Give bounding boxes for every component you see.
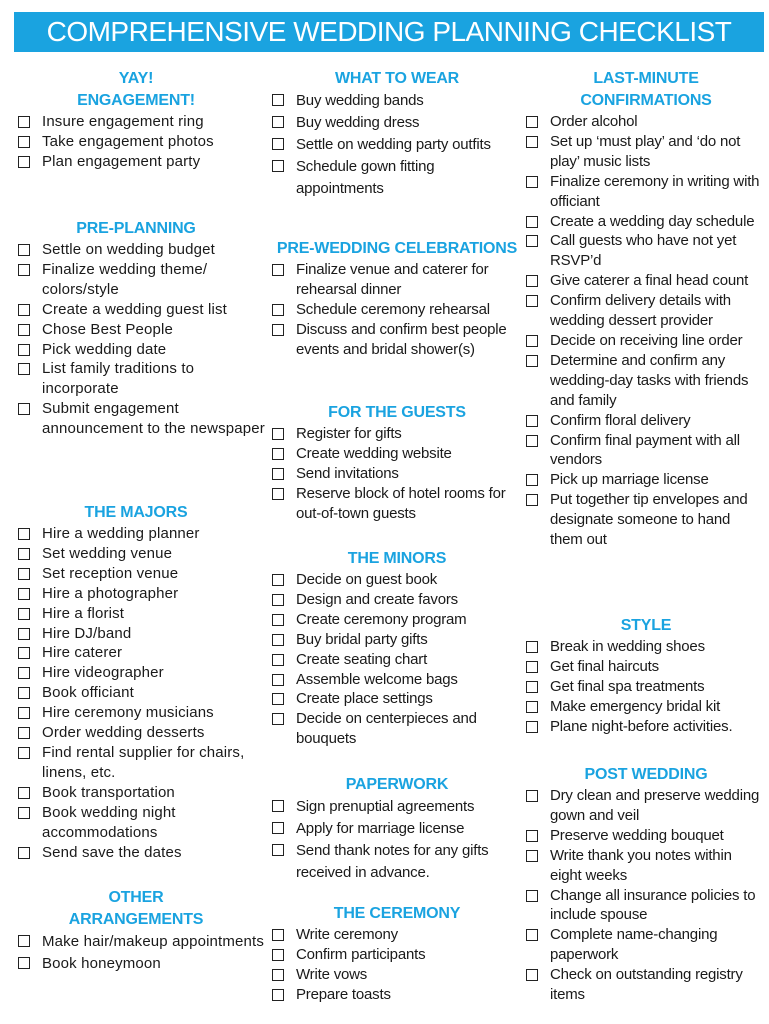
checkbox[interactable] <box>272 94 284 106</box>
checkbox[interactable] <box>526 830 538 842</box>
checkbox[interactable] <box>18 957 30 969</box>
section-title-line2: ENGAGEMENT! <box>77 92 195 109</box>
checkbox[interactable] <box>272 428 284 440</box>
checkbox[interactable] <box>526 176 538 188</box>
checklist-item-label: Hire a florist <box>42 604 125 622</box>
checkbox[interactable] <box>272 654 284 666</box>
checkbox[interactable] <box>18 324 30 336</box>
checkbox[interactable] <box>526 216 538 228</box>
section-title: THE CEREMONY <box>333 905 461 922</box>
checkbox[interactable] <box>272 693 284 705</box>
checkbox[interactable] <box>526 661 538 673</box>
checkbox[interactable] <box>272 674 284 686</box>
checklist-item-label: Send save the dates <box>42 843 182 861</box>
checkbox[interactable] <box>18 608 30 620</box>
checklist-item-label: Send invitations <box>296 464 399 482</box>
checklist-item[interactable] <box>526 331 766 351</box>
checklist-item-label: Decide on centerpieces and bouquets <box>296 710 477 748</box>
checklist-item-label: Reserve block of hotel rooms for out-of-town guests <box>296 484 506 522</box>
checklist-item[interactable] <box>18 624 266 644</box>
checkbox[interactable] <box>272 989 284 1001</box>
checklist-item-label: Settle on wedding party outfits <box>296 136 491 153</box>
checklist-items <box>526 637 766 737</box>
checklist-item[interactable] <box>526 112 766 132</box>
checkbox[interactable] <box>18 264 30 276</box>
checklist-item-label: Order wedding desserts <box>42 724 205 742</box>
checkbox[interactable] <box>272 264 284 276</box>
checklist-items <box>526 112 766 550</box>
checklist-item-label: Create place settings <box>296 690 433 708</box>
checklist-item[interactable] <box>18 300 266 320</box>
checklist-item[interactable] <box>272 464 522 484</box>
checklist-item[interactable] <box>18 524 266 544</box>
checklist-item-label: Register for gifts <box>296 425 402 442</box>
section-title: THE MINORS <box>347 550 447 567</box>
checkbox[interactable] <box>272 574 284 586</box>
checklist-item-label: Write vows <box>296 965 368 983</box>
checklist-item[interactable] <box>272 320 522 360</box>
checkbox[interactable] <box>272 822 284 834</box>
section-title-line2: ARRANGEMENTS <box>68 911 204 928</box>
checklist-item-label: Design and create favors <box>296 590 458 608</box>
checklist-item[interactable] <box>526 431 766 471</box>
checklist-item[interactable] <box>18 240 266 260</box>
checkbox[interactable] <box>526 355 538 367</box>
checklist-items <box>18 240 266 439</box>
section-title-line2: CONFIRMATIONS <box>580 92 712 109</box>
checkbox[interactable] <box>526 494 538 506</box>
checklist-item[interactable] <box>272 156 522 200</box>
checklist-item[interactable] <box>18 340 266 360</box>
checklist-item-label: Sign prenuptial agreements <box>296 798 475 815</box>
checklist-item[interactable] <box>526 846 766 886</box>
checklist-item[interactable] <box>272 840 522 884</box>
checklist-item-label: Hire a photographer <box>42 584 179 602</box>
checklist-item[interactable] <box>272 709 522 749</box>
section-title: THE MAJORS <box>84 504 188 521</box>
checklist-item[interactable] <box>18 564 266 584</box>
section-title: POST WEDDING <box>584 766 708 783</box>
checkbox[interactable] <box>526 850 538 862</box>
checklist-item-label: Discuss and confirm best people events and bridal shower(s) <box>296 320 507 358</box>
checklist-items <box>272 796 522 884</box>
checklist-item[interactable] <box>18 803 266 843</box>
checklist-item-label: Prepare toasts <box>296 985 391 1003</box>
checkbox[interactable] <box>18 136 30 148</box>
checklist-item-label: List family traditions to incorporate <box>42 360 195 398</box>
checklist-items <box>272 925 522 1005</box>
checklist-item-label: Schedule gown fitting appointments <box>296 158 435 197</box>
checkbox[interactable] <box>272 713 284 725</box>
checklist-item[interactable] <box>272 112 522 134</box>
checklist-item[interactable] <box>18 663 266 683</box>
checklist-item-label: Put together tip envelopes and designate someone to hand them out <box>550 491 748 549</box>
checklist-item-label: Hire videographer <box>42 664 164 682</box>
checkbox[interactable] <box>18 687 30 699</box>
checkbox[interactable] <box>18 628 30 640</box>
checklist-item-label: Send thank notes for any gifts received in advance. <box>296 842 489 881</box>
checkbox[interactable] <box>272 116 284 128</box>
checkbox[interactable] <box>18 935 30 947</box>
checkbox[interactable] <box>526 415 538 427</box>
checklist-item[interactable] <box>272 689 522 709</box>
checklist-item-label: Complete name-changing paperwork <box>550 926 718 964</box>
checkbox[interactable] <box>18 528 30 540</box>
checklist-item[interactable] <box>272 670 522 690</box>
checklist-item-label: Break in wedding shoes <box>550 638 705 655</box>
checklist-item[interactable] <box>18 132 266 152</box>
checklist-items <box>18 112 266 172</box>
page-title: COMPREHENSIVE WEDDING PLANNING CHECKLIST <box>14 12 764 52</box>
checklist-item[interactable] <box>18 953 266 975</box>
section-title-line1: OTHER <box>108 889 164 906</box>
checkbox[interactable] <box>272 929 284 941</box>
checklist-item[interactable] <box>18 931 266 953</box>
checklist-item[interactable] <box>272 424 522 444</box>
checkbox[interactable] <box>526 235 538 247</box>
checklist-item-label: Finalize ceremony in writing with officiant <box>550 172 760 210</box>
checkbox[interactable] <box>18 244 30 256</box>
checkbox[interactable] <box>18 156 30 168</box>
checklist-item[interactable] <box>18 584 266 604</box>
checkbox[interactable] <box>526 474 538 486</box>
checklist-item[interactable] <box>526 231 766 271</box>
checkbox[interactable] <box>526 275 538 287</box>
checkbox[interactable] <box>18 707 30 719</box>
checklist-item[interactable] <box>272 570 522 590</box>
checkbox[interactable] <box>526 136 538 148</box>
checklist-item[interactable] <box>18 399 266 439</box>
checklist-item[interactable] <box>18 723 266 743</box>
checkbox[interactable] <box>526 790 538 802</box>
checkbox[interactable] <box>18 647 30 659</box>
checkbox[interactable] <box>526 701 538 713</box>
section-style <box>526 615 766 737</box>
checklist-item-label: Book honeymoon <box>42 955 161 972</box>
checklist-item[interactable] <box>272 444 522 464</box>
checklist-item-label: Set up ‘must play’ and ‘do not play’ music lists <box>550 132 741 170</box>
checklist-item-label: Find rental supplier for chairs, linens, etc. <box>42 743 245 781</box>
checklist-item[interactable] <box>526 271 766 291</box>
checkbox[interactable] <box>272 448 284 460</box>
checkbox[interactable] <box>18 363 30 375</box>
checklist-item[interactable] <box>526 411 766 431</box>
checklist-item[interactable] <box>526 826 766 846</box>
checkbox[interactable] <box>526 335 538 347</box>
checkbox[interactable] <box>526 116 538 128</box>
checklist-item-label: Get final spa treatments <box>550 677 705 695</box>
checklist-item-label: Plan engagement party <box>42 152 201 170</box>
checklist-item-label: Submit engagement announcement to the newspaper <box>42 400 265 438</box>
checkbox[interactable] <box>272 594 284 606</box>
checkbox[interactable] <box>526 681 538 693</box>
checklist-item[interactable] <box>526 212 766 232</box>
checkbox[interactable] <box>272 138 284 150</box>
checklist-item-label: Hire caterer <box>42 644 123 662</box>
checklist-item-label: Pick up marriage license <box>550 471 709 489</box>
checklist-item-label: Plane night-before activities. <box>550 717 733 735</box>
checkbox[interactable] <box>18 847 30 859</box>
checklist-items <box>272 570 522 749</box>
checkbox[interactable] <box>18 568 30 580</box>
checklist-item-label: Buy wedding bands <box>296 92 424 109</box>
checklist-item-label: Schedule ceremony rehearsal <box>296 300 490 318</box>
checklist-item[interactable] <box>18 643 266 663</box>
checklist-item[interactable] <box>526 965 766 1005</box>
checkbox[interactable] <box>18 667 30 679</box>
checkbox[interactable] <box>18 403 30 415</box>
checklist-item[interactable] <box>18 743 266 783</box>
checklist-items <box>272 424 522 524</box>
checkbox[interactable] <box>18 588 30 600</box>
checkbox[interactable] <box>18 548 30 560</box>
checklist-item-label: Finalize venue and caterer for rehearsal dinner <box>296 261 489 298</box>
checklist-item-label: Insure engagement ring <box>42 113 204 130</box>
checklist-item-label: Create ceremony program <box>296 610 467 628</box>
checklist-item-label: Book wedding night accommodations <box>42 803 176 841</box>
checklist-item-label: Buy bridal party gifts <box>296 630 428 648</box>
checklist-item[interactable] <box>272 300 522 320</box>
checklist-item-label: Write thank you notes within eight weeks <box>550 846 732 884</box>
section-the-ceremony <box>272 903 522 1005</box>
checklist-item[interactable] <box>18 843 266 863</box>
section-engagement <box>18 68 266 172</box>
checklist-item-label: Dry clean and preserve wedding gown and veil <box>550 787 760 824</box>
checklist-item-label: Chose Best People <box>42 320 173 338</box>
checkbox[interactable] <box>18 727 30 739</box>
checklist-item-label: Create a wedding day schedule <box>550 212 755 230</box>
section-title: FOR THE GUESTS <box>328 404 466 421</box>
checklist-item[interactable] <box>526 470 766 490</box>
checklist-item-label: Apply for marriage license <box>296 820 465 837</box>
checklist-item-label: Hire ceremony musicians <box>42 704 214 722</box>
checklist-item-label: Create a wedding guest list <box>42 300 227 318</box>
checklist-item[interactable] <box>526 677 766 697</box>
checklist-item[interactable] <box>526 132 766 172</box>
checklist-item[interactable] <box>526 657 766 677</box>
checklist-item[interactable] <box>272 985 522 1005</box>
checklist-item-label: Book officiant <box>42 684 134 702</box>
checkbox[interactable] <box>272 304 284 316</box>
checklist-item-label: Change all insurance policies to include spouse <box>550 886 756 924</box>
checkbox[interactable] <box>18 807 30 819</box>
checklist-items <box>272 260 522 360</box>
checklist-item[interactable] <box>18 359 266 399</box>
checkbox[interactable] <box>526 969 538 981</box>
checklist-item-label: Give caterer a final head count <box>550 272 749 290</box>
checklist-item-label: Confirm participants <box>296 945 426 963</box>
checklist-item[interactable] <box>272 630 522 650</box>
checkbox[interactable] <box>272 614 284 626</box>
checklist-item-label: Make emergency bridal kit <box>550 697 721 715</box>
checklist-item-label: Take engagement photos <box>42 132 214 150</box>
checklist-item-label: Order alcohol <box>550 113 638 130</box>
checkbox[interactable] <box>18 747 30 759</box>
checklist-item[interactable] <box>272 610 522 630</box>
checklist-items <box>272 90 522 200</box>
checklist-item[interactable] <box>18 544 266 564</box>
checklist-item[interactable] <box>272 796 522 818</box>
checkbox[interactable] <box>18 787 30 799</box>
section-post-wedding <box>526 764 766 1005</box>
checkbox[interactable] <box>18 304 30 316</box>
checkbox[interactable] <box>272 634 284 646</box>
checklist-item[interactable] <box>526 351 766 411</box>
checkbox[interactable] <box>272 969 284 981</box>
checklist-item-label: Finalize wedding theme/ colors/style <box>42 260 208 298</box>
checklist-item[interactable] <box>526 291 766 331</box>
checklist-item-label: Create wedding website <box>296 444 452 462</box>
checklist-item-label: Set wedding venue <box>42 544 173 562</box>
checklist-item[interactable] <box>18 152 266 172</box>
checkbox[interactable] <box>526 435 538 447</box>
section-title: PAPERWORK <box>345 776 449 793</box>
checklist-item[interactable] <box>18 604 266 624</box>
checklist-item[interactable] <box>272 590 522 610</box>
checklist-item[interactable] <box>18 703 266 723</box>
checklist-item-label: Hire DJ/band <box>42 624 132 642</box>
checklist-item-label: Preserve wedding bouquet <box>550 826 724 844</box>
checklist-item[interactable] <box>526 925 766 965</box>
checklist-item[interactable] <box>526 172 766 212</box>
checklist-item[interactable] <box>18 112 266 132</box>
checklist-item[interactable] <box>526 697 766 717</box>
checklist-item[interactable] <box>18 260 266 300</box>
checklist-item[interactable] <box>272 134 522 156</box>
checkbox[interactable] <box>272 949 284 961</box>
checkbox[interactable] <box>526 890 538 902</box>
checkbox[interactable] <box>18 116 30 128</box>
checklist-item[interactable] <box>526 786 766 826</box>
section-pre-wedding-celebrations <box>272 238 522 360</box>
checklist-item[interactable] <box>272 90 522 112</box>
checkbox[interactable] <box>18 344 30 356</box>
checklist-items <box>18 931 266 975</box>
checklist-item-label: Get final haircuts <box>550 657 659 675</box>
checklist-item-label: Confirm floral delivery <box>550 411 691 429</box>
checkbox[interactable] <box>526 295 538 307</box>
section-title: STYLE <box>620 617 672 634</box>
checklist-item-label: Determine and confirm any wedding-day tasks with friends and family <box>550 351 749 409</box>
section-title: WHAT TO WEAR <box>334 70 460 87</box>
section-paperwork <box>272 774 522 884</box>
checklist-item-label: Confirm delivery details with wedding dessert provider <box>550 292 731 330</box>
section-what-to-wear <box>272 68 522 200</box>
section-title-line1: YAY! <box>118 70 154 87</box>
checkbox[interactable] <box>526 929 538 941</box>
checklist-item-label: Write ceremony <box>296 926 398 943</box>
checklist-item[interactable] <box>18 783 266 803</box>
checklist-item[interactable] <box>526 637 766 657</box>
section-title-line1: LAST-MINUTE <box>593 70 699 87</box>
checklist-item[interactable] <box>272 945 522 965</box>
section-other-arrangements <box>18 887 266 975</box>
checkbox[interactable] <box>272 324 284 336</box>
checklist-item-label: Decide on guest book <box>296 571 438 588</box>
checklist-item[interactable] <box>272 484 522 524</box>
checkbox[interactable] <box>272 844 284 856</box>
checklist-item[interactable] <box>526 886 766 926</box>
checklist-item-label: Create seating chart <box>296 650 428 668</box>
checklist-item-label: Decide on receiving line order <box>550 331 743 349</box>
checklist-item-label: Call guests who have not yet RSVP’d <box>550 232 737 270</box>
section-title: PRE-WEDDING CELEBRATIONS <box>276 240 518 257</box>
section-the-minors <box>272 548 522 749</box>
checklist-item-label: Assemble welcome bags <box>296 670 458 688</box>
checkbox[interactable] <box>526 721 538 733</box>
section-last-minute-confirmations <box>526 68 766 550</box>
section-for-the-guests <box>272 402 522 524</box>
checklist-items <box>526 786 766 1005</box>
section-title: PRE-PLANNING <box>76 220 196 237</box>
checklist-item-label: Confirm final payment with all vendors <box>550 431 740 469</box>
checklist-item-label: Make hair/makeup appointments <box>42 933 264 950</box>
checklist-item[interactable] <box>272 965 522 985</box>
checklist-item[interactable] <box>272 650 522 670</box>
checklist-items <box>18 524 266 862</box>
section-the-majors <box>18 502 266 862</box>
checklist-item[interactable] <box>526 490 766 550</box>
checkbox[interactable] <box>272 488 284 500</box>
checklist-item[interactable] <box>18 683 266 703</box>
checklist-item[interactable] <box>272 925 522 945</box>
checklist-item[interactable] <box>272 260 522 300</box>
checklist-item-label: Book transportation <box>42 783 175 801</box>
checklist-item-label: Set reception venue <box>42 564 179 582</box>
checklist-item-label: Check on outstanding registry items <box>550 966 743 1004</box>
checkbox[interactable] <box>272 800 284 812</box>
checklist-item[interactable] <box>526 717 766 737</box>
checkbox[interactable] <box>272 160 284 172</box>
checklist-item-label: Buy wedding dress <box>296 114 420 131</box>
checkbox[interactable] <box>272 468 284 480</box>
checklist-item-label: Hire a wedding planner <box>42 525 200 542</box>
checklist-item[interactable] <box>18 320 266 340</box>
section-pre-planning <box>18 218 266 439</box>
checklist-item-label: Settle on wedding budget <box>42 241 215 258</box>
checkbox[interactable] <box>526 641 538 653</box>
checklist-item[interactable] <box>272 818 522 840</box>
checklist-item-label: Pick wedding date <box>42 340 167 358</box>
